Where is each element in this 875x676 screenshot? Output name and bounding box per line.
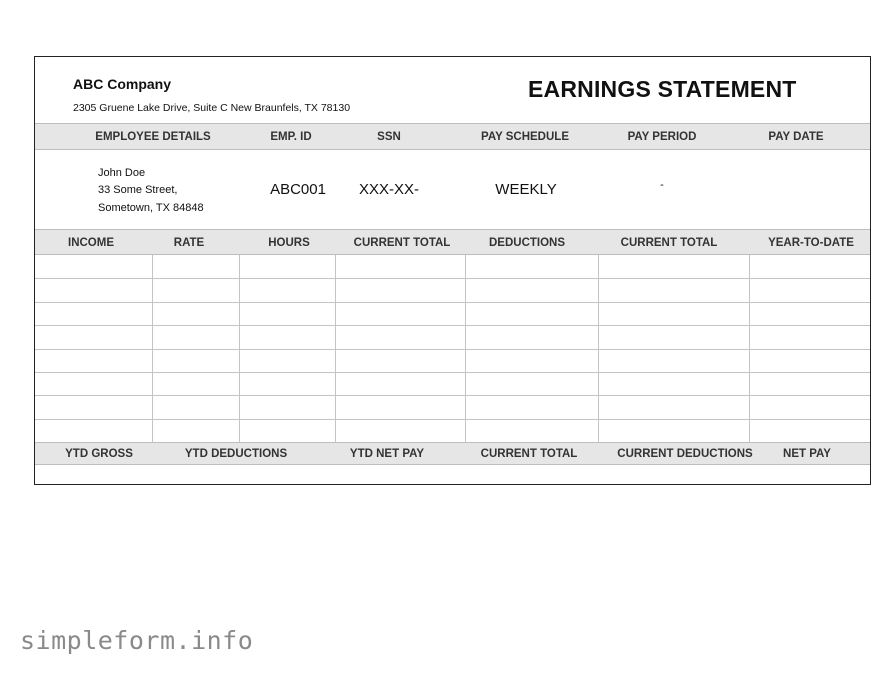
table-cell[interactable] [239, 255, 335, 278]
table-cell[interactable] [239, 395, 335, 418]
table-cell[interactable] [335, 395, 465, 418]
header-current-deductions: CURRENT DEDUCTIONS [617, 448, 753, 460]
table-cell[interactable] [239, 278, 335, 301]
table-cell[interactable] [152, 302, 239, 325]
table-cell[interactable] [239, 372, 335, 395]
table-cell[interactable] [35, 419, 152, 442]
table-cell[interactable] [335, 278, 465, 301]
table-cell[interactable] [335, 302, 465, 325]
earnings-table [35, 255, 870, 442]
header-pay-date: PAY DATE [768, 131, 824, 143]
table-cell[interactable] [35, 325, 152, 348]
table-cell[interactable] [239, 302, 335, 325]
table-cell[interactable] [465, 302, 598, 325]
table-cell[interactable] [749, 278, 872, 301]
table-cell[interactable] [598, 255, 749, 278]
pay-period-value: - [660, 179, 664, 191]
employee-name: John Doe [98, 167, 146, 179]
header-ytd-deductions: YTD DEDUCTIONS [184, 448, 288, 460]
header-emp-id: EMP. ID [270, 131, 312, 143]
table-cell[interactable] [465, 255, 598, 278]
table-cell[interactable] [465, 278, 598, 301]
company-address: 2305 Gruene Lake Drive, Suite C New Braunfels, TX 78130 [73, 102, 351, 114]
ssn-value: XXX-XX- [358, 181, 420, 198]
header-year-to-date: YEAR-TO-DATE [768, 237, 854, 249]
summary-header-band [35, 442, 870, 465]
table-cell[interactable] [465, 372, 598, 395]
table-cell[interactable] [598, 419, 749, 442]
header-ytd-net-pay: YTD NET PAY [349, 448, 425, 460]
table-cell[interactable] [152, 349, 239, 372]
emp-id-value: ABC001 [270, 181, 326, 198]
table-cell[interactable] [35, 302, 152, 325]
table-cell[interactable] [335, 419, 465, 442]
summary-value[interactable] [35, 465, 170, 484]
employee-street: 33 Some Street, [98, 184, 178, 196]
table-cell[interactable] [35, 255, 152, 278]
summary-value[interactable] [303, 465, 471, 484]
table-cell[interactable] [598, 325, 749, 348]
summary-values-row [35, 465, 870, 484]
table-cell[interactable] [239, 325, 335, 348]
table-cell[interactable] [749, 372, 872, 395]
table-cell[interactable] [598, 395, 749, 418]
employee-header-band [35, 123, 870, 150]
table-cell[interactable] [335, 372, 465, 395]
watermark: simpleform.info [20, 626, 254, 655]
table-cell[interactable] [598, 302, 749, 325]
table-cell[interactable] [749, 302, 872, 325]
table-cell[interactable] [749, 325, 872, 348]
table-cell[interactable] [35, 278, 152, 301]
header-current-total: CURRENT TOTAL [353, 237, 451, 249]
header-deductions: DEDUCTIONS [488, 237, 566, 249]
header-summary-current-total: CURRENT TOTAL [480, 448, 578, 460]
table-cell[interactable] [335, 255, 465, 278]
table-cell[interactable] [598, 349, 749, 372]
table-cell[interactable] [749, 255, 872, 278]
table-cell[interactable] [749, 419, 872, 442]
summary-value[interactable] [170, 465, 303, 484]
table-cell[interactable] [465, 349, 598, 372]
header-ytd-gross: YTD GROSS [65, 448, 133, 460]
header-net-pay: NET PAY [783, 448, 831, 460]
table-cell[interactable] [239, 419, 335, 442]
header-income: INCOME [68, 237, 114, 249]
header-hours: HOURS [268, 237, 310, 249]
header-pay-schedule: PAY SCHEDULE [481, 131, 569, 143]
header-rate: RATE [173, 237, 205, 249]
table-cell[interactable] [35, 372, 152, 395]
table-cell[interactable] [335, 349, 465, 372]
pay-schedule-value: WEEKLY [495, 181, 557, 198]
table-cell[interactable] [152, 278, 239, 301]
employee-city: Sometown, TX 84848 [98, 202, 204, 214]
header-deductions-current-total: CURRENT TOTAL [620, 237, 718, 249]
table-cell[interactable] [749, 349, 872, 372]
table-cell[interactable] [335, 325, 465, 348]
table-cell[interactable] [239, 349, 335, 372]
document-title: EARNINGS STATEMENT [528, 76, 797, 102]
table-cell[interactable] [465, 419, 598, 442]
table-cell[interactable] [465, 395, 598, 418]
header-pay-period: PAY PERIOD [627, 131, 697, 143]
table-cell[interactable] [598, 278, 749, 301]
header-employee-details: EMPLOYEE DETAILS [95, 131, 211, 143]
summary-value[interactable] [595, 465, 775, 484]
summary-value[interactable] [775, 465, 872, 484]
header-ssn: SSN [377, 131, 401, 143]
earnings-statement-form [34, 56, 871, 485]
table-cell[interactable] [35, 349, 152, 372]
table-cell[interactable] [465, 325, 598, 348]
table-cell[interactable] [35, 395, 152, 418]
table-cell[interactable] [152, 255, 239, 278]
summary-value[interactable] [471, 465, 595, 484]
table-cell[interactable] [598, 372, 749, 395]
table-cell[interactable] [152, 395, 239, 418]
table-cell[interactable] [749, 395, 872, 418]
table-cell[interactable] [152, 372, 239, 395]
table-cell[interactable] [152, 325, 239, 348]
earnings-header-band [35, 229, 870, 255]
company-name: ABC Company [73, 76, 172, 92]
table-cell[interactable] [152, 419, 239, 442]
